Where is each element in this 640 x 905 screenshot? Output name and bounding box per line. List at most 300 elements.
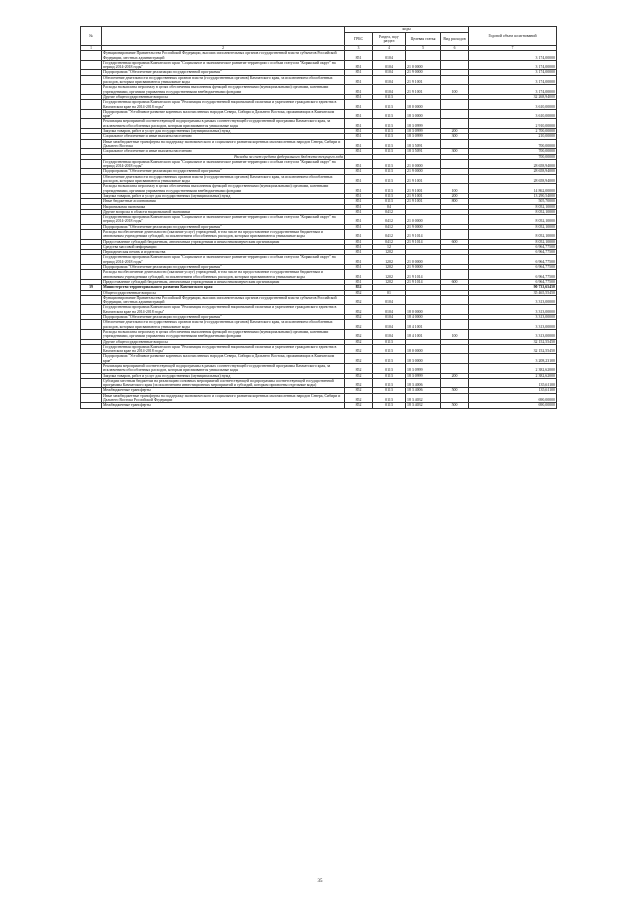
row-razdel: 0104 xyxy=(373,315,406,320)
table-row xyxy=(81,378,557,388)
row-vid: 200 xyxy=(441,193,469,198)
row-number xyxy=(81,344,102,354)
row-tselevaya: 18 3 0999 xyxy=(406,373,441,378)
row-name: Государственная программа Камчатского края "Реализация государственной национальной политики и укрепление гражданского единства в Камчатском крае на 2014-2018 годы" xyxy=(102,344,345,354)
row-grbs: 851 xyxy=(345,159,373,169)
row-razdel: 0113 xyxy=(373,403,406,408)
row-number xyxy=(81,184,102,194)
row-number xyxy=(81,174,102,184)
row-name: Государственная программа Камчатского края "Социальное и экономическое развитие территории с особым статусом "Корякский округ" на период 2014-2018 годы" xyxy=(102,60,345,70)
row-amount: 3 313,00000 xyxy=(469,315,557,320)
row-razdel: 0104 xyxy=(373,51,406,61)
table-row xyxy=(81,60,557,70)
row-vid xyxy=(441,51,469,61)
row-number xyxy=(81,329,102,339)
row-name: Межбюджетные трансферты xyxy=(102,403,345,408)
header-num: № xyxy=(81,27,102,46)
row-vid: 600 xyxy=(441,239,469,244)
row-grbs: 852 xyxy=(345,295,373,305)
row-grbs: 851 xyxy=(345,229,373,239)
table-row xyxy=(81,229,557,239)
header-tselevaya: Целевая статья xyxy=(406,33,441,46)
row-amount: 90 733,65450 xyxy=(469,285,557,290)
row-grbs: 851 xyxy=(345,244,373,249)
row-vid: 200 xyxy=(441,129,469,134)
row-vid xyxy=(441,75,469,85)
row-razdel: 0113 xyxy=(373,139,406,149)
row-amount: 32 268,94000 xyxy=(469,94,557,99)
row-grbs: 851 xyxy=(345,279,373,284)
page-number: 35 xyxy=(317,879,323,884)
row-razdel: 0412 xyxy=(373,239,406,244)
row-number xyxy=(81,364,102,374)
table-row xyxy=(81,364,557,374)
row-amount: 700,00000 xyxy=(469,154,557,159)
row-grbs: 851 xyxy=(345,209,373,214)
row-number xyxy=(81,109,102,119)
row-vid: 500 xyxy=(441,403,469,408)
row-name: Обеспечение деятельности государственных органов власти (государственных органов) Камчатского края, за исключением обособленных расходов, которым присваиваются уникальные коды xyxy=(102,75,345,85)
table-row xyxy=(81,119,557,129)
row-razdel: 0104 xyxy=(373,305,406,315)
row-tselevaya: 18 4 1001 xyxy=(406,329,441,339)
header-index-6: 6 xyxy=(441,46,469,51)
row-grbs: 851 xyxy=(345,270,373,280)
row-tselevaya: 18 0 0000 xyxy=(406,305,441,315)
row-grbs: 852 xyxy=(345,329,373,339)
row-razdel: 0412 xyxy=(373,224,406,229)
row-tselevaya: 21 9 1014 xyxy=(406,239,441,244)
row-vid xyxy=(441,119,469,129)
row-tselevaya: 18 3 4006 xyxy=(406,378,441,388)
row-razdel: 0412 xyxy=(373,215,406,225)
table-row xyxy=(81,270,557,280)
row-tselevaya: 18 0 0000 xyxy=(406,100,441,110)
row-amount: 3 313,00000 xyxy=(469,329,557,339)
row-tselevaya: 21 9 1001 xyxy=(406,193,441,198)
row-name: Предоставление субсидий бюджетным, автономным учреждениям и иным некоммерческим организациям xyxy=(102,279,345,284)
row-tselevaya: 18 3 0000 xyxy=(406,354,441,364)
row-amount: 2 382,62000 xyxy=(469,364,557,374)
row-amount: 700,00000 xyxy=(469,149,557,154)
row-amount: 3 610,00000 xyxy=(469,100,557,110)
row-grbs: 851 xyxy=(345,70,373,75)
row-razdel: 0113 xyxy=(373,149,406,154)
row-amount: 3 610,00000 xyxy=(469,109,557,119)
row-tselevaya: 21 9 1001 xyxy=(406,75,441,85)
row-grbs: 851 xyxy=(345,215,373,225)
row-tselevaya: 18 4 1001 xyxy=(406,320,441,330)
row-tselevaya: 18 3 4032 xyxy=(406,393,441,403)
row-grbs: 851 xyxy=(345,60,373,70)
row-vid xyxy=(441,295,469,305)
table-row xyxy=(81,295,557,305)
row-grbs: 852 xyxy=(345,354,373,364)
row-vid xyxy=(441,364,469,374)
row-tselevaya: 21 9 1014 xyxy=(406,270,441,280)
row-tselevaya: 18 4 0000 xyxy=(406,315,441,320)
row-grbs: 851 xyxy=(345,75,373,85)
row-razdel: 0104 xyxy=(373,70,406,75)
header-index-2: 2 xyxy=(102,46,345,51)
row-name: Общегосударственные вопросы xyxy=(102,290,345,295)
row-amount: 6 964,77500 xyxy=(469,270,557,280)
row-name: Другие общегосударственные вопросы xyxy=(102,94,345,99)
row-tselevaya: 21 9 1001 xyxy=(406,85,441,95)
row-razdel: 1202 xyxy=(373,265,406,270)
row-grbs: 852 xyxy=(345,315,373,320)
row-amount: 32 152,55450 xyxy=(469,339,557,344)
row-tselevaya: 18 3 0999 xyxy=(406,134,441,139)
row-grbs: 851 xyxy=(345,109,373,119)
row-grbs: 851 xyxy=(345,174,373,184)
row-number xyxy=(81,215,102,225)
row-name: Расходы на выплаты персоналу в целях обеспечения выполнения функций государственными (муниципальными) органами, казенными учреждениями, органами управления государственными внебюджетными фондами xyxy=(102,329,345,339)
header-vid: Вид расходов xyxy=(441,33,469,46)
row-tselevaya: 18 3 0999 xyxy=(406,364,441,374)
row-vid xyxy=(441,344,469,354)
row-name: Иные межбюджетные трансферты на поддержку экономического и социального развития коренных малочисленных народов Севера, Сибири и Дальнего Востока xyxy=(102,139,345,149)
row-vid: 100 xyxy=(441,329,469,339)
row-number xyxy=(81,320,102,330)
row-vid xyxy=(441,109,469,119)
row-grbs: 851 xyxy=(345,224,373,229)
row-tselevaya: 18 3 0999 xyxy=(406,129,441,134)
table-row xyxy=(81,320,557,330)
row-razdel: 0113 xyxy=(373,344,406,354)
table-row xyxy=(81,184,557,194)
row-grbs: 851 xyxy=(345,129,373,134)
row-tselevaya: 21 0 0000 xyxy=(406,215,441,225)
row-razdel: 0104 xyxy=(373,60,406,70)
row-tselevaya: 21 9 0000 xyxy=(406,70,441,75)
table-row xyxy=(81,139,557,149)
row-name: Субсидии местным бюджетам на реализацию основных мероприятий соответствующей подпрограммы соответствующей государственной программы Камчатского края (за исключением инвестиционных мероприятий и субсидий, которым присвоены отдельные коды) xyxy=(102,378,345,388)
row-vid: 100 xyxy=(441,184,469,194)
row-razdel: 0113 xyxy=(373,373,406,378)
table-row xyxy=(81,100,557,110)
row-number xyxy=(81,255,102,265)
row-name: Государственная программа Камчатского края "Социальное и экономическое развитие территории с особым статусом "Корякский округ" на период 2014-2018 годы" xyxy=(102,215,345,225)
row-grbs: 851 xyxy=(345,193,373,198)
row-amount: 2 382,62000 xyxy=(469,373,557,378)
row-vid xyxy=(441,255,469,265)
row-tselevaya xyxy=(406,51,441,61)
row-grbs: 852 xyxy=(345,285,373,290)
row-amount: 135,61100 xyxy=(469,388,557,393)
row-number xyxy=(81,51,102,61)
row-vid xyxy=(441,305,469,315)
row-grbs: 852 xyxy=(345,290,373,295)
row-grbs: 852 xyxy=(345,393,373,403)
row-razdel: 1202 xyxy=(373,255,406,265)
row-vid xyxy=(441,159,469,169)
row-number xyxy=(81,139,102,149)
row-name: Расходы на обеспечение деятельности (оказание услуг) учреждений, в том числе на предоставление государственным бюджетным и автономным учреждениям субсидий, за исключением обособленных расходов, которым присваиваются уникальные коды xyxy=(102,229,345,239)
row-tselevaya: 18 3 5091 xyxy=(406,139,441,149)
row-name: Закупка товаров, работ и услуг для государственных (муниципальных) нужд xyxy=(102,193,345,198)
header-index-7: 7 xyxy=(469,46,557,51)
row-grbs: 851 xyxy=(345,239,373,244)
row-number xyxy=(81,159,102,169)
row-razdel: 1202 xyxy=(373,250,406,255)
header-amount: Годовой объем ассигнований xyxy=(469,27,557,46)
table-row xyxy=(81,305,557,315)
row-amount: 3 174,00000 xyxy=(469,60,557,70)
header-index-4: 4 xyxy=(373,46,406,51)
row-number xyxy=(81,378,102,388)
row-vid xyxy=(441,100,469,110)
row-name: Социальное обеспечение и иные выплаты населению xyxy=(102,134,345,139)
row-razdel: 0104 xyxy=(373,75,406,85)
header-name xyxy=(102,27,345,46)
row-razdel: 0113 xyxy=(373,184,406,194)
row-grbs: 851 xyxy=(345,94,373,99)
row-grbs: 851 xyxy=(345,169,373,174)
row-grbs: 852 xyxy=(345,373,373,378)
row-grbs: 851 xyxy=(345,100,373,110)
row-name: Расходы на обеспечение деятельности (оказание услуг) учреждений, в том числе на предоставление государственным бюджетным и автономным учреждениям субсидий, за исключением обособленных расходов, которым присваиваются уникальные коды xyxy=(102,270,345,280)
header-codes: коды xyxy=(345,27,469,33)
row-tselevaya: 21 0 0000 xyxy=(406,159,441,169)
row-name: Закупка товаров, работ и услуг для государственных (муниципальных) нужд xyxy=(102,129,345,134)
row-number xyxy=(81,354,102,364)
row-razdel: 0113 xyxy=(373,364,406,374)
row-name: Обеспечение деятельности государственных органов власти (государственных органов) Камчатского края, за исключением обособленных расходов, которым присваиваются уникальные коды xyxy=(102,320,345,330)
row-vid xyxy=(441,229,469,239)
row-tselevaya: 21 0 0000 xyxy=(406,255,441,265)
row-name: Подпрограмма "Обеспечение реализации государственной программы" xyxy=(102,224,345,229)
row-amount: 28 658,94000 xyxy=(469,159,557,169)
table-row xyxy=(81,354,557,364)
row-amount: 3 174,00000 xyxy=(469,75,557,85)
row-amount: 690,00000 xyxy=(469,403,557,408)
row-razdel: 0104 xyxy=(373,320,406,330)
table-row xyxy=(81,159,557,169)
row-razdel: 0113 xyxy=(373,354,406,364)
header-razdel: Раздел, под-раздел xyxy=(373,33,406,46)
row-grbs: 851 xyxy=(345,134,373,139)
row-tselevaya: 21 9 1014 xyxy=(406,229,441,239)
row-razdel: 0113 xyxy=(373,134,406,139)
row-amount: 3 208,23100 xyxy=(469,354,557,364)
row-name: Другие вопросы в области национальной экономики xyxy=(102,209,345,214)
table-row xyxy=(81,174,557,184)
row-name: Министерство территориального развития Камчатского края xyxy=(102,285,345,290)
row-grbs: 852 xyxy=(345,388,373,393)
row-razdel: 0113 xyxy=(373,193,406,198)
row-vid xyxy=(441,174,469,184)
row-vid xyxy=(441,378,469,388)
row-name: Подпрограмма "Обеспечение реализации государственной программы" xyxy=(102,315,345,320)
row-razdel: 0113 xyxy=(373,378,406,388)
row-tselevaya: 21 9 0000 xyxy=(406,169,441,174)
row-name: Обеспечение деятельности государственных органов власти (государственных органов) Камчатского края, за исключением обособленных расходов, которым присваиваются уникальные коды xyxy=(102,174,345,184)
row-amount: 3 313,00000 xyxy=(469,320,557,330)
row-name: Иные межбюджетные трансферты на поддержку экономического и социального развития коренных малочисленных народов Севера, Сибири и Дальнего Востока Российской Федерации xyxy=(102,393,345,403)
row-amount: 505,70000 xyxy=(469,199,557,204)
row-amount: 3 313,00000 xyxy=(469,305,557,315)
row-number xyxy=(81,119,102,129)
row-number xyxy=(81,403,102,408)
row-name: Межбюджетные трансферты xyxy=(102,388,345,393)
row-tselevaya: 18 3 4006 xyxy=(406,388,441,393)
row-amount: 6 964,77500 xyxy=(469,279,557,284)
row-grbs: 852 xyxy=(345,378,373,388)
row-amount: 210,00000 xyxy=(469,134,557,139)
row-name: Национальная экономика xyxy=(102,204,345,209)
row-amount: 8 052,10000 xyxy=(469,209,557,214)
table-row xyxy=(81,329,557,339)
row-amount: 14 862,00000 xyxy=(469,184,557,194)
row-amount: 8 052,10000 xyxy=(469,215,557,225)
row-grbs: 851 xyxy=(345,119,373,129)
row-name: Подпрограмма "Обеспечение реализации государственной программы" xyxy=(102,169,345,174)
row-razdel: 1202 xyxy=(373,270,406,280)
row-number xyxy=(81,270,102,280)
row-tselevaya: 18 3 0000 xyxy=(406,109,441,119)
row-amount: 6 964,77500 xyxy=(469,244,557,249)
table-row xyxy=(81,75,557,85)
row-tselevaya: 18 3 5091 xyxy=(406,149,441,154)
row-vid xyxy=(441,393,469,403)
row-vid: 300 xyxy=(441,134,469,139)
row-name: Социальное обеспечение и иные выплаты населению xyxy=(102,149,345,154)
row-amount: 35 465,55450 xyxy=(469,290,557,295)
row-razdel: 0113 xyxy=(373,159,406,169)
row-tselevaya: 18 3 4032 xyxy=(406,403,441,408)
header-index-3: 3 xyxy=(345,46,373,51)
row-razdel: 0113 xyxy=(373,109,406,119)
row-name: Подпрограмма "Устойчивое развитие коренных малочисленных народов Севера, Сибири и Дальнего Востока, проживающих в Камчатском крае" xyxy=(102,354,345,364)
row-vid xyxy=(441,215,469,225)
header-index-1: 1 xyxy=(81,46,102,51)
table-row xyxy=(81,109,557,119)
row-tselevaya: 21 9 0000 xyxy=(406,224,441,229)
row-amount: 690,00000 xyxy=(469,393,557,403)
row-amount: 700,00000 xyxy=(469,139,557,149)
row-vid: 600 xyxy=(441,279,469,284)
row-razdel: 12 xyxy=(373,244,406,249)
row-razdel: 0113 xyxy=(373,388,406,393)
row-name: Подпрограмма "Устойчивое развитие коренных малочисленных народов Севера, Сибири и Дальнего Востока, проживающих в Камчатском крае" xyxy=(102,109,345,119)
row-name: Расходы на выплаты персоналу в целях обеспечения выполнения функций государственными (муниципальными) органами, казенными учреждениями, органами управления государственными внебюджетными фондами xyxy=(102,184,345,194)
row-amount: 8 052,10000 xyxy=(469,229,557,239)
row-vid: 300 xyxy=(441,149,469,154)
row-amount: 6 964,77500 xyxy=(469,265,557,270)
row-grbs: 851 xyxy=(345,139,373,149)
row-amount: 3 174,00000 xyxy=(469,51,557,61)
table-row xyxy=(81,51,557,61)
row-tselevaya: 21 9 1014 xyxy=(406,279,441,284)
row-amount: 2 910,00000 xyxy=(469,119,557,129)
table-row xyxy=(81,403,557,408)
row-tselevaya: 21 9 1001 xyxy=(406,184,441,194)
row-number: 39 xyxy=(81,285,102,290)
row-grbs: 851 xyxy=(345,250,373,255)
row-amount: 8 052,10000 xyxy=(469,224,557,229)
row-amount: 3 174,00000 xyxy=(469,85,557,95)
row-grbs: 851 xyxy=(345,51,373,61)
row-razdel: 0412 xyxy=(373,209,406,214)
row-grbs: 851 xyxy=(345,255,373,265)
header-grbs: ГРБС xyxy=(345,33,373,46)
row-name: Средства массовой информации xyxy=(102,244,345,249)
row-name: Расходы за счет средств федерального бюджета текущего года xyxy=(102,154,345,159)
row-razdel: 1202 xyxy=(373,279,406,284)
row-grbs: 852 xyxy=(345,320,373,330)
row-number xyxy=(81,85,102,95)
row-vid: 100 xyxy=(441,85,469,95)
row-name: Иные бюджетные ассигнования xyxy=(102,199,345,204)
row-vid xyxy=(441,60,469,70)
row-tselevaya xyxy=(406,295,441,305)
row-number xyxy=(81,75,102,85)
row-razdel: 04 xyxy=(373,204,406,209)
row-razdel: 0113 xyxy=(373,129,406,134)
row-tselevaya: 18 3 0999 xyxy=(406,119,441,129)
header-index-5: 5 xyxy=(406,46,441,51)
row-razdel: 0113 xyxy=(373,339,406,344)
row-vid: 800 xyxy=(441,199,469,204)
row-amount: 6 964,77500 xyxy=(469,255,557,265)
row-number xyxy=(81,295,102,305)
row-amount: 6 964,77500 xyxy=(469,250,557,255)
row-name: Периодическая печать и издательства xyxy=(102,250,345,255)
row-vid xyxy=(441,270,469,280)
budget-table xyxy=(80,26,557,409)
row-grbs: 852 xyxy=(345,344,373,354)
row-razdel: 0104 xyxy=(373,329,406,339)
row-amount: 13 290,54000 xyxy=(469,193,557,198)
table-row xyxy=(81,215,557,225)
row-tselevaya: 21 9 1001 xyxy=(406,174,441,184)
row-name: Закупка товаров, работ и услуг для государственных (муниципальных) нужд xyxy=(102,373,345,378)
row-grbs: 851 xyxy=(345,184,373,194)
row-razdel: 0104 xyxy=(373,85,406,95)
table-body xyxy=(81,51,557,408)
table-row xyxy=(81,344,557,354)
row-name: Государственная программа Камчатского края "Реализация государственной национальной политики и укрепление гражданского единства в Камчатском крае на 2014-2018 годы" xyxy=(102,100,345,110)
row-razdel: 0113 xyxy=(373,169,406,174)
row-tselevaya: 21 0 0000 xyxy=(406,60,441,70)
row-amount: 32 152,55450 xyxy=(469,344,557,354)
row-name: Подпрограмма "Обеспечение реализации государственной программы" xyxy=(102,265,345,270)
row-name: Подпрограмма "Обеспечение реализации государственной программы" xyxy=(102,70,345,75)
row-razdel: 0113 xyxy=(373,100,406,110)
row-vid xyxy=(441,320,469,330)
row-number xyxy=(81,100,102,110)
row-number xyxy=(81,305,102,315)
row-grbs: 851 xyxy=(345,85,373,95)
row-number xyxy=(81,229,102,239)
row-grbs: 851 xyxy=(345,199,373,204)
row-grbs: 852 xyxy=(345,364,373,374)
row-grbs: 852 xyxy=(345,339,373,344)
row-name: Реализация мероприятий соответствующей подпрограммы в рамках соответствующей государственной программы Камчатского края, за исключением обособленных расходов, которым присваиваются уникальные коды xyxy=(102,364,345,374)
budget-table-page xyxy=(80,26,556,409)
row-number xyxy=(81,393,102,403)
table-row xyxy=(81,393,557,403)
row-razdel: 01 xyxy=(373,290,406,295)
row-razdel: 0104 xyxy=(373,295,406,305)
row-name: Государственная программа Камчатского края "Социальное и экономическое развитие территории с особым статусом "Корякский округ" на период 2014-2018 годы" xyxy=(102,255,345,265)
row-grbs: 852 xyxy=(345,305,373,315)
row-name: Другие общегосударственные вопросы xyxy=(102,339,345,344)
row-razdel: 0412 xyxy=(373,229,406,239)
row-vid xyxy=(441,139,469,149)
table-row xyxy=(81,85,557,95)
